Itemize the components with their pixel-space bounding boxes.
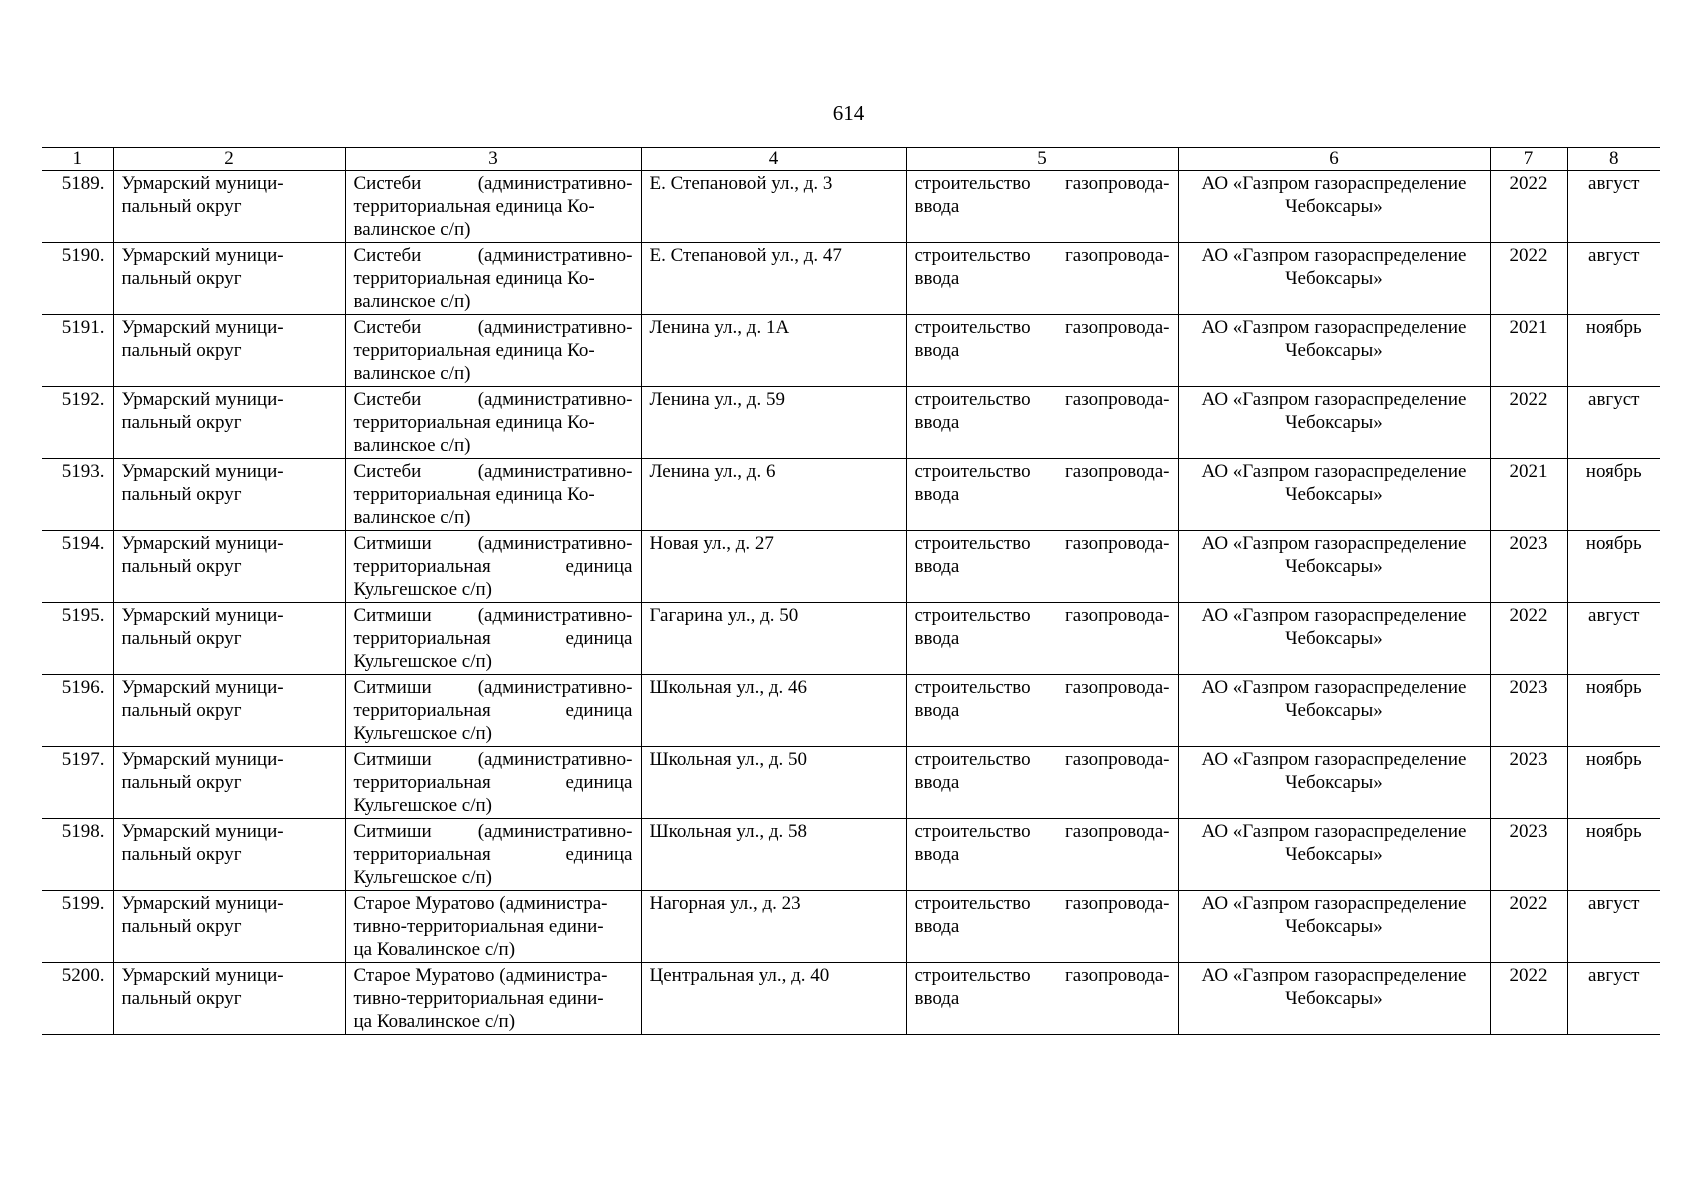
district-cell: Урмарский муници- пальный округ [113,459,345,531]
organization-cell: АО «Газпром газораспределение Чебоксары» [1178,891,1490,963]
year-cell: 2023 [1490,747,1567,819]
settlement-cell: Систеби (административно-территориальная единица Ко- валинское с/п) [345,459,641,531]
work-type-cell: строительство газопровода-ввода [906,243,1178,315]
row-number-cell: 5192. [42,387,113,459]
table-row [42,963,1660,1035]
row-number-cell: 5191. [42,315,113,387]
column-header: 2 [113,148,345,171]
settlement-cell: Систеби (административно-территориальная единица Ко- валинское с/п) [345,315,641,387]
month-cell: ноябрь [1567,819,1660,891]
row-number-cell: 5194. [42,531,113,603]
month-cell: август [1567,891,1660,963]
work-type-cell: строительство газопровода-ввода [906,603,1178,675]
address-cell: Школьная ул., д. 50 [641,747,906,819]
settlement-cell: Старое Муратово (администра- тивно-территориальная едини- ца Ковалинское с/п) [345,963,641,1035]
month-cell: август [1567,963,1660,1035]
year-cell: 2021 [1490,459,1567,531]
table-row [42,747,1660,819]
month-cell: ноябрь [1567,747,1660,819]
work-type-cell: строительство газопровода-ввода [906,747,1178,819]
organization-cell: АО «Газпром газораспределение Чебоксары» [1178,531,1490,603]
row-number-cell: 5196. [42,675,113,747]
settlement-cell: Старое Муратово (администра- тивно-территориальная едини- ца Ковалинское с/п) [345,891,641,963]
month-cell: ноябрь [1567,459,1660,531]
month-cell: август [1567,171,1660,243]
work-type-cell: строительство газопровода-ввода [906,675,1178,747]
table-row [42,459,1660,531]
page-number: 614 [832,101,865,125]
work-type-cell: строительство газопровода-ввода [906,387,1178,459]
row-number-cell: 5189. [42,171,113,243]
district-cell: Урмарский муници- пальный округ [113,171,345,243]
district-cell: Урмарский муници- пальный округ [113,603,345,675]
month-cell: ноябрь [1567,675,1660,747]
address-cell: Нагорная ул., д. 23 [641,891,906,963]
organization-cell: АО «Газпром газораспределение Чебоксары» [1178,171,1490,243]
settlement-cell: Ситмиши (административно-территориальная единица Кульгешское с/п) [345,747,641,819]
address-cell: Гагарина ул., д. 50 [641,603,906,675]
settlement-cell: Ситмиши (административно-территориальная единица Кульгешское с/п) [345,531,641,603]
address-cell: Ленина ул., д. 1А [641,315,906,387]
row-number-cell: 5195. [42,603,113,675]
organization-cell: АО «Газпром газораспределение Чебоксары» [1178,315,1490,387]
settlement-cell: Ситмиши (административно-территориальная единица Кульгешское с/п) [345,675,641,747]
district-cell: Урмарский муници- пальный округ [113,675,345,747]
address-cell: Школьная ул., д. 46 [641,675,906,747]
table-row [42,315,1660,387]
row-number-cell: 5193. [42,459,113,531]
address-cell: Школьная ул., д. 58 [641,819,906,891]
year-cell: 2023 [1490,531,1567,603]
column-header: 3 [345,148,641,171]
row-number-cell: 5198. [42,819,113,891]
work-type-cell: строительство газопровода-ввода [906,819,1178,891]
year-cell: 2021 [1490,315,1567,387]
table-row [42,819,1660,891]
year-cell: 2022 [1490,891,1567,963]
row-number-cell: 5199. [42,891,113,963]
settlement-cell: Ситмиши (административно-территориальная единица Кульгешское с/п) [345,603,641,675]
work-type-cell: строительство газопровода-ввода [906,963,1178,1035]
address-cell: Ленина ул., д. 59 [641,387,906,459]
column-header: 8 [1567,148,1660,171]
settlement-cell: Систеби (административно-территориальная единица Ко- валинское с/п) [345,243,641,315]
organization-cell: АО «Газпром газораспределение Чебоксары» [1178,603,1490,675]
column-header: 5 [906,148,1178,171]
work-type-cell: строительство газопровода-ввода [906,171,1178,243]
month-cell: ноябрь [1567,531,1660,603]
work-type-cell: строительство газопровода-ввода [906,459,1178,531]
row-number-cell: 5190. [42,243,113,315]
district-cell: Урмарский муници- пальный округ [113,747,345,819]
organization-cell: АО «Газпром газораспределение Чебоксары» [1178,675,1490,747]
district-cell: Урмарский муници- пальный округ [113,531,345,603]
table-row [42,531,1660,603]
year-cell: 2023 [1490,675,1567,747]
year-cell: 2022 [1490,171,1567,243]
table-row [42,891,1660,963]
district-cell: Урмарский муници- пальный округ [113,963,345,1035]
year-cell: 2022 [1490,243,1567,315]
organization-cell: АО «Газпром газораспределение Чебоксары» [1178,387,1490,459]
work-type-cell: строительство газопровода-ввода [906,891,1178,963]
organization-cell: АО «Газпром газораспределение Чебоксары» [1178,459,1490,531]
column-header: 7 [1490,148,1567,171]
organization-cell: АО «Газпром газораспределение Чебоксары» [1178,747,1490,819]
year-cell: 2022 [1490,963,1567,1035]
table-row [42,675,1660,747]
settlement-cell: Систеби (административно-территориальная единица Ко- валинское с/п) [345,171,641,243]
month-cell: август [1567,603,1660,675]
column-header: 6 [1178,148,1490,171]
settlement-cell: Ситмиши (административно-территориальная единица Кульгешское с/п) [345,819,641,891]
organization-cell: АО «Газпром газораспределение Чебоксары» [1178,963,1490,1035]
district-cell: Урмарский муници- пальный округ [113,891,345,963]
address-cell: Е. Степановой ул., д. 3 [641,171,906,243]
month-cell: август [1567,387,1660,459]
year-cell: 2022 [1490,603,1567,675]
column-header: 4 [641,148,906,171]
register-table [42,147,1660,1035]
address-cell: Е. Степановой ул., д. 47 [641,243,906,315]
table-row [42,243,1660,315]
district-cell: Урмарский муници- пальный округ [113,315,345,387]
year-cell: 2022 [1490,387,1567,459]
month-cell: август [1567,243,1660,315]
table-body [42,148,1660,1035]
work-type-cell: строительство газопровода-ввода [906,531,1178,603]
column-header: 1 [42,148,113,171]
row-number-cell: 5197. [42,747,113,819]
address-cell: Центральная ул., д. 40 [641,963,906,1035]
district-cell: Урмарский муници- пальный округ [113,243,345,315]
settlement-cell: Систеби (административно-территориальная единица Ко- валинское с/п) [345,387,641,459]
district-cell: Урмарский муници- пальный округ [113,387,345,459]
row-number-cell: 5200. [42,963,113,1035]
address-cell: Новая ул., д. 27 [641,531,906,603]
table-row [42,603,1660,675]
table-row [42,387,1660,459]
address-cell: Ленина ул., д. 6 [641,459,906,531]
year-cell: 2023 [1490,819,1567,891]
table-header-row [42,148,1660,171]
organization-cell: АО «Газпром газораспределение Чебоксары» [1178,819,1490,891]
organization-cell: АО «Газпром газораспределение Чебоксары» [1178,243,1490,315]
district-cell: Урмарский муници- пальный округ [113,819,345,891]
table-row [42,171,1660,243]
month-cell: ноябрь [1567,315,1660,387]
work-type-cell: строительство газопровода-ввода [906,315,1178,387]
